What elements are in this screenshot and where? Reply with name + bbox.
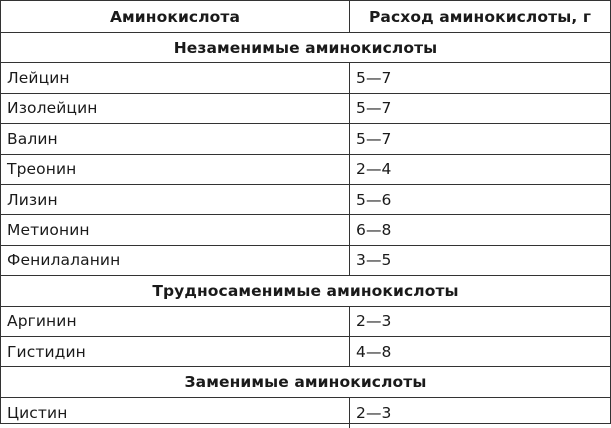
amino-acid-amount: 3—5 [356, 251, 392, 270]
table-row [1, 63, 610, 93]
amino-acid-amount: 2—4 [356, 160, 392, 179]
table-row [1, 307, 610, 337]
amino-acid-amount: 2—3 [356, 312, 392, 331]
amino-acid-name: Валин [1, 124, 350, 153]
table-row [1, 215, 610, 245]
header-amino-acid: Аминокислота [1, 1, 350, 32]
table-row [1, 185, 610, 215]
amino-acid-name: Метионин [1, 215, 350, 244]
section-header-essential: Незаменимые аминокислоты [1, 33, 610, 63]
table-row [1, 124, 610, 154]
table-row [1, 155, 610, 185]
amino-acid-name: Лизин [1, 185, 350, 214]
table-row [1, 94, 610, 124]
amino-acid-amount: 5—7 [356, 99, 392, 118]
table-row [1, 246, 610, 276]
table-row [1, 337, 610, 367]
amino-acid-name: Гистидин [1, 337, 350, 366]
amino-acid-name: Треонин [1, 155, 350, 184]
amino-acid-amount: 5—7 [356, 129, 392, 148]
amino-acid-name: Изолейцин [1, 94, 350, 123]
amino-acid-amount: 2—3 [356, 403, 392, 422]
amino-acid-amount: 5—7 [356, 69, 392, 88]
section-header-conditionally-essential: Трудносаменимые аминокислоты [1, 276, 610, 306]
table-row [1, 398, 610, 428]
amino-acid-amount: 5—6 [356, 190, 392, 209]
amino-acid-amount: 4—8 [356, 342, 392, 361]
amino-acid-name: Цистин [1, 398, 350, 428]
table-header-row [1, 1, 610, 33]
header-consumption: Расход аминокислоты, г [368, 7, 592, 26]
section-header-nonessential: Заменимые аминокислоты [1, 367, 610, 397]
amino-acid-name: Фенилаланин [1, 246, 350, 275]
amino-acid-name: Аргинин [1, 307, 350, 336]
amino-acid-name: Лейцин [1, 63, 350, 92]
amino-acid-amount: 6—8 [356, 221, 392, 240]
